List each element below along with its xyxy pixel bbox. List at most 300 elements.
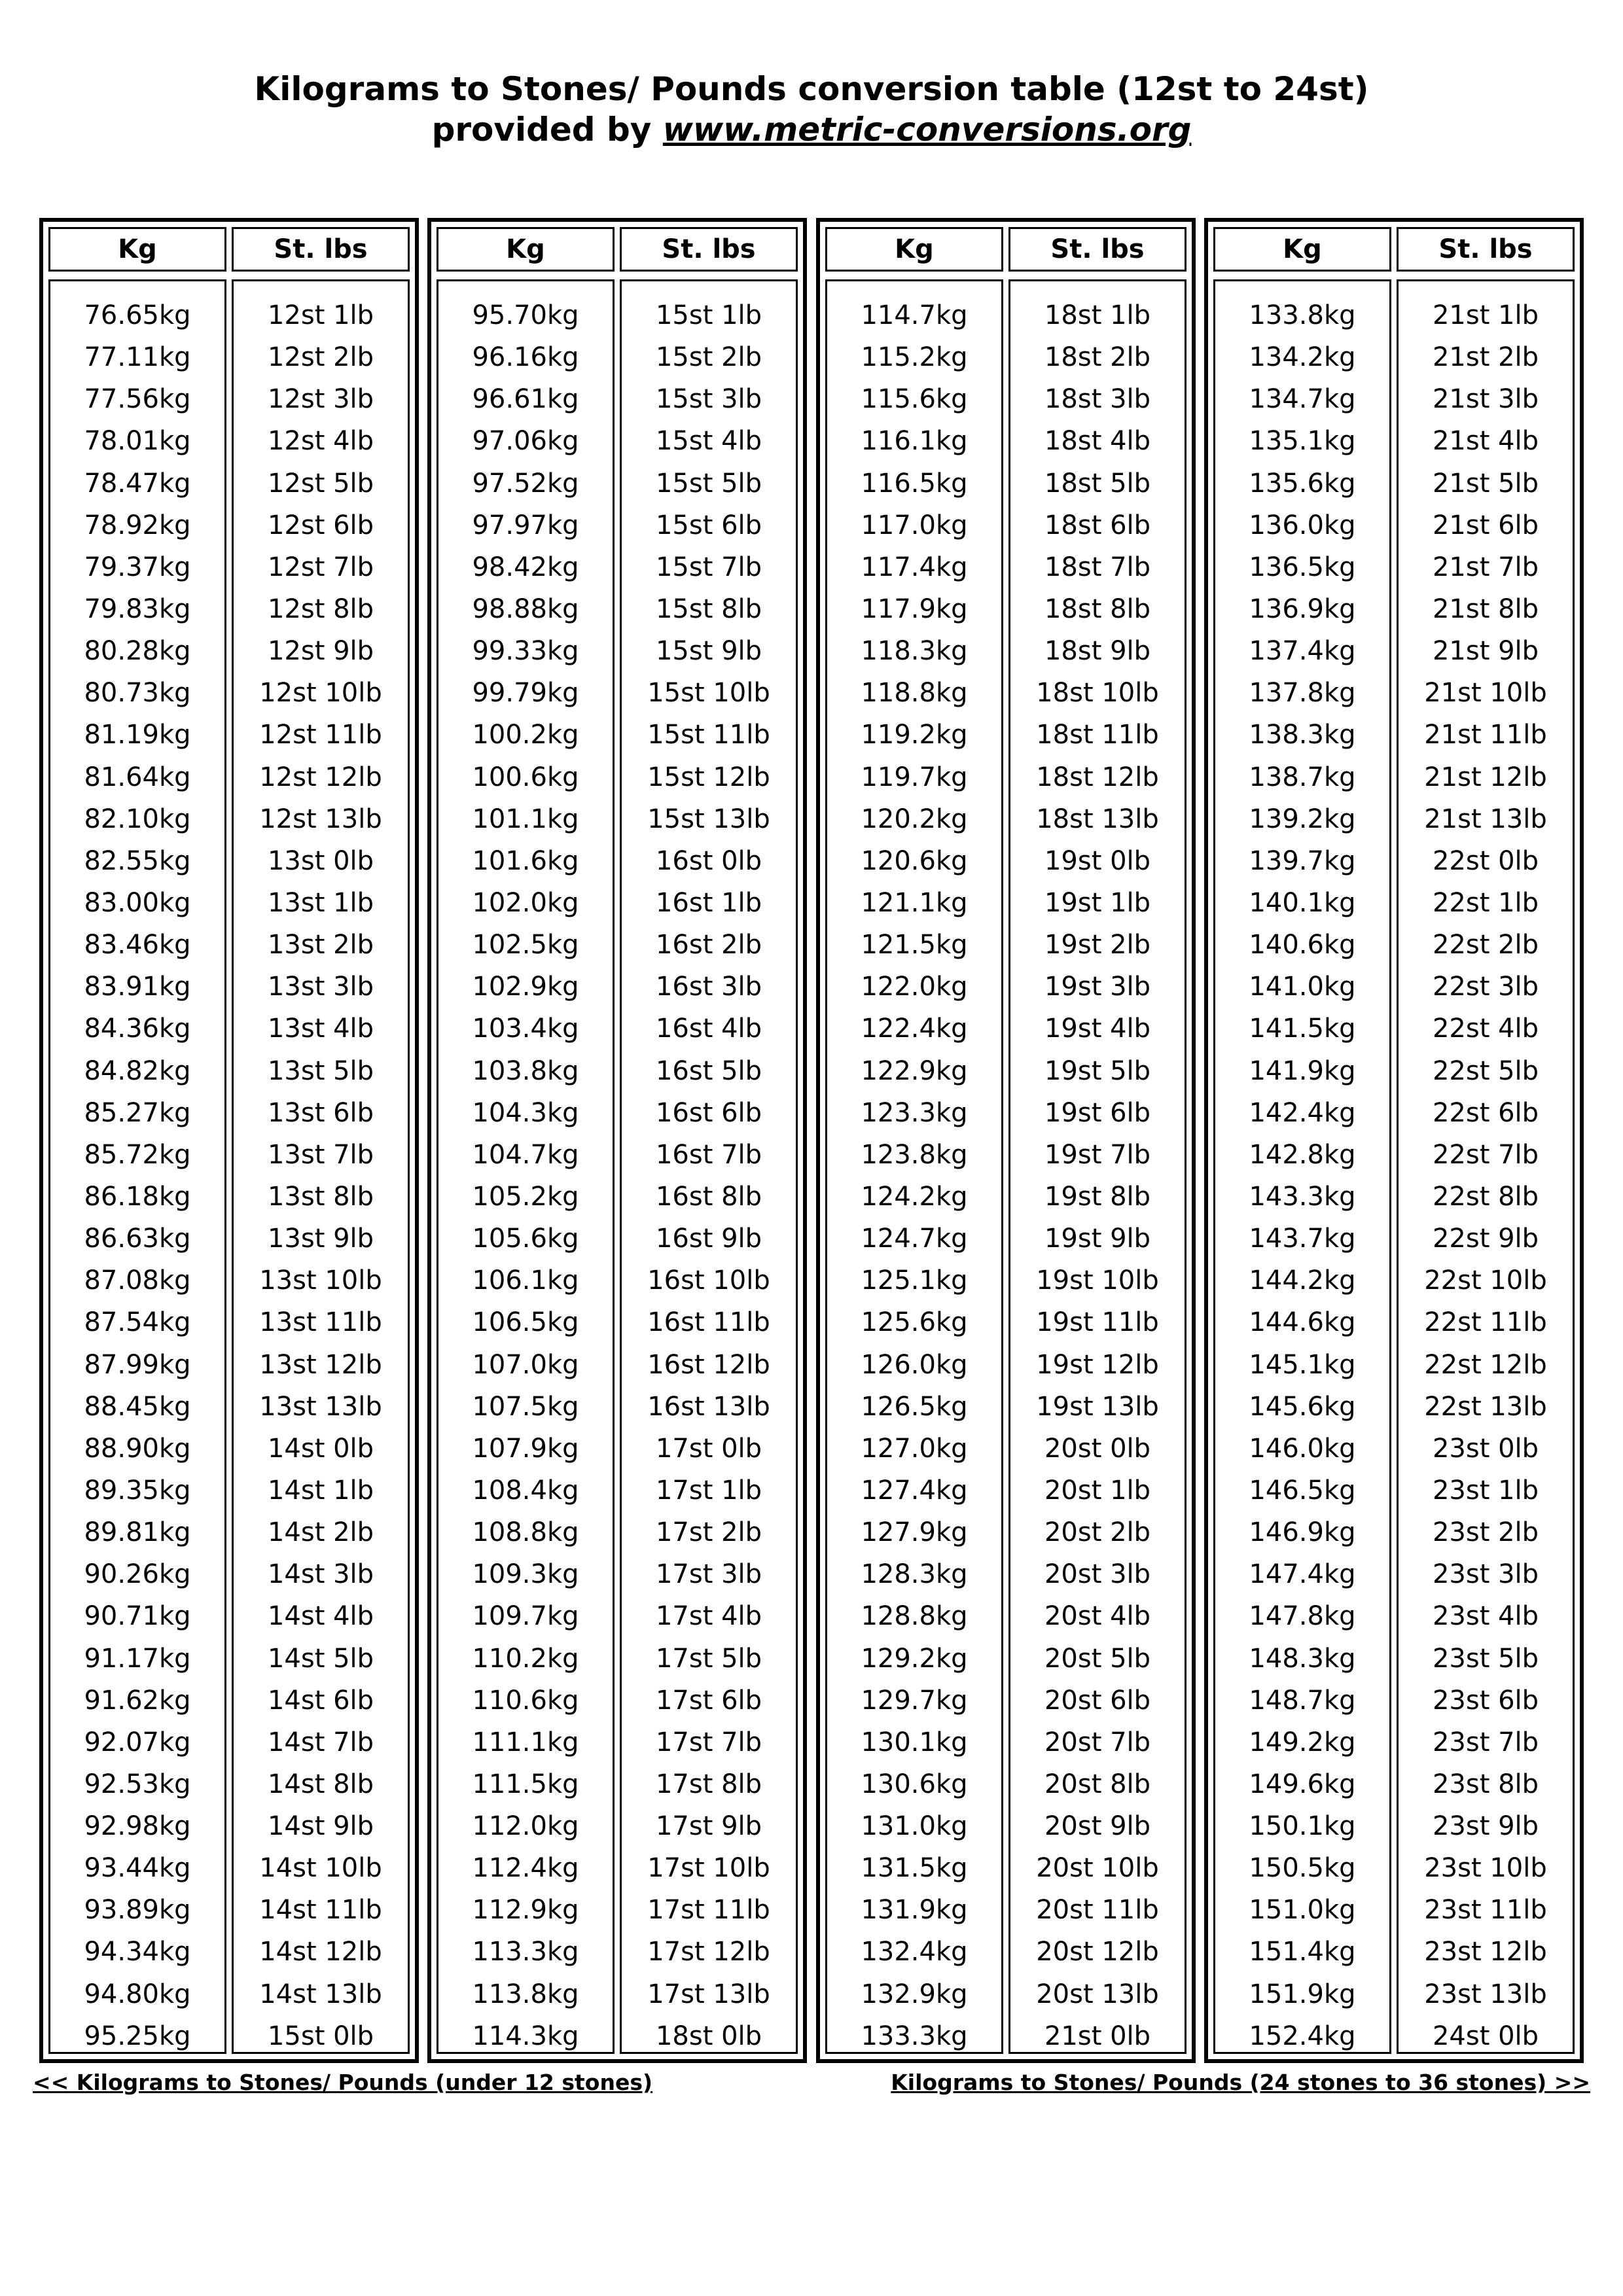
stone-cell: 13st 1lb bbox=[267, 887, 374, 918]
prev-table-link[interactable]: << Kilograms to Stones/ Pounds (under 12 stones) bbox=[33, 2070, 653, 2095]
stone-cell: 20st 0lb bbox=[1044, 1433, 1151, 1464]
stone-cell: 13st 5lb bbox=[267, 1055, 374, 1086]
stone-cell: 17st 1lb bbox=[655, 1475, 762, 1506]
kg-cell: 123.8kg bbox=[861, 1139, 968, 1170]
kg-cell: 130.6kg bbox=[861, 1769, 968, 1799]
kg-cell: 101.6kg bbox=[472, 845, 579, 876]
stone-column-header: St. lbs bbox=[232, 227, 410, 272]
kg-cell: 86.63kg bbox=[84, 1224, 191, 1254]
site-link[interactable]: www.metric-conversions.org bbox=[662, 111, 1192, 149]
kg-cell: 92.98kg bbox=[84, 1811, 191, 1842]
stone-cell: 13st 6lb bbox=[267, 1097, 374, 1128]
kg-cell: 99.33kg bbox=[472, 636, 579, 667]
stone-cell: 17st 5lb bbox=[655, 1643, 762, 1674]
stone-cell: 17st 2lb bbox=[655, 1517, 762, 1548]
stone-cell: 19st 3lb bbox=[1044, 972, 1151, 1002]
kg-cell: 76.65kg bbox=[84, 300, 191, 330]
kg-cell: 95.25kg bbox=[84, 2021, 191, 2051]
stone-cell: 20st 5lb bbox=[1044, 1643, 1151, 1674]
kg-column-header: Kg bbox=[48, 227, 226, 272]
table-panel-1 bbox=[39, 218, 419, 2063]
kg-cell: 111.1kg bbox=[472, 1727, 579, 1757]
kg-cell: 101.1kg bbox=[472, 804, 579, 834]
kg-cell: 138.7kg bbox=[1249, 762, 1356, 792]
kg-cell: 85.72kg bbox=[84, 1139, 191, 1170]
kg-cell: 113.3kg bbox=[472, 1937, 579, 1968]
kg-cell: 89.81kg bbox=[84, 1517, 191, 1548]
stone-cell: 14st 3lb bbox=[267, 1559, 374, 1590]
stone-cell: 17st 11lb bbox=[647, 1895, 770, 1926]
stone-cell: 23st 8lb bbox=[1432, 1769, 1539, 1799]
kg-cell: 123.3kg bbox=[861, 1097, 968, 1128]
kg-cell: 117.9kg bbox=[861, 593, 968, 624]
kg-cell: 134.7kg bbox=[1249, 384, 1356, 415]
kg-cell: 122.4kg bbox=[861, 1014, 968, 1044]
stone-cell: 22st 3lb bbox=[1432, 972, 1539, 1002]
stone-cell: 13st 10lb bbox=[259, 1265, 382, 1296]
kg-cell: 141.9kg bbox=[1249, 1055, 1356, 1086]
kg-cell: 105.2kg bbox=[472, 1181, 579, 1212]
kg-cell: 152.4kg bbox=[1249, 2021, 1356, 2051]
stone-cell: 14st 1lb bbox=[267, 1475, 374, 1506]
kg-cell: 142.4kg bbox=[1249, 1097, 1356, 1128]
stone-cell: 12st 13lb bbox=[259, 804, 382, 834]
stone-column bbox=[1008, 279, 1186, 2054]
kg-cell: 150.5kg bbox=[1249, 1853, 1356, 1884]
stone-cell: 23st 7lb bbox=[1432, 1727, 1539, 1757]
stone-cell: 12st 6lb bbox=[267, 510, 374, 540]
kg-cell: 149.6kg bbox=[1249, 1769, 1356, 1799]
kg-cell: 115.6kg bbox=[861, 384, 968, 415]
stone-cell: 22st 10lb bbox=[1424, 1265, 1547, 1296]
stone-cell: 18st 4lb bbox=[1044, 426, 1151, 457]
stone-cell: 21st 13lb bbox=[1424, 804, 1547, 834]
kg-cell: 89.35kg bbox=[84, 1475, 191, 1506]
kg-cell: 135.1kg bbox=[1249, 426, 1356, 457]
stone-cell: 19st 7lb bbox=[1044, 1139, 1151, 1170]
stone-cell: 23st 13lb bbox=[1424, 1979, 1547, 2009]
stone-cell: 15st 4lb bbox=[655, 426, 762, 457]
kg-cell: 133.3kg bbox=[861, 2021, 968, 2051]
stone-cell: 20st 2lb bbox=[1044, 1517, 1151, 1548]
stone-cell: 12st 9lb bbox=[267, 636, 374, 667]
stone-cell: 16st 8lb bbox=[655, 1181, 762, 1212]
kg-cell: 144.6kg bbox=[1249, 1307, 1356, 1338]
provided-by-text: provided by bbox=[431, 111, 663, 149]
kg-cell: 129.7kg bbox=[861, 1685, 968, 1716]
kg-cell: 115.2kg bbox=[861, 342, 968, 373]
stone-column-header: St. lbs bbox=[620, 227, 798, 272]
stone-cell: 23st 4lb bbox=[1432, 1601, 1539, 1632]
stone-cell: 22st 6lb bbox=[1432, 1097, 1539, 1128]
stone-cell: 21st 4lb bbox=[1432, 426, 1539, 457]
kg-cell: 127.9kg bbox=[861, 1517, 968, 1548]
kg-cell: 114.7kg bbox=[861, 300, 968, 330]
kg-cell: 106.1kg bbox=[472, 1265, 579, 1296]
kg-cell: 146.0kg bbox=[1249, 1433, 1356, 1464]
stone-cell: 22st 2lb bbox=[1432, 930, 1539, 961]
stone-cell: 15st 8lb bbox=[655, 593, 762, 624]
stone-cell: 20st 4lb bbox=[1044, 1601, 1151, 1632]
stone-cell: 16st 9lb bbox=[655, 1224, 762, 1254]
stone-cell: 23st 5lb bbox=[1432, 1643, 1539, 1674]
stone-cell: 14st 7lb bbox=[267, 1727, 374, 1757]
stone-cell: 12st 11lb bbox=[259, 720, 382, 751]
table-panel-2 bbox=[427, 218, 807, 2063]
stone-cell: 13st 4lb bbox=[267, 1014, 374, 1044]
stone-cell: 23st 11lb bbox=[1424, 1895, 1547, 1926]
stone-cell: 20st 11lb bbox=[1036, 1895, 1159, 1926]
kg-cell: 131.0kg bbox=[861, 1811, 968, 1842]
kg-cell: 112.4kg bbox=[472, 1853, 579, 1884]
stone-cell: 14st 4lb bbox=[267, 1601, 374, 1632]
title-line-2 bbox=[0, 109, 1623, 150]
kg-cell: 108.8kg bbox=[472, 1517, 579, 1548]
stone-cell: 19st 13lb bbox=[1036, 1391, 1159, 1422]
stone-cell: 16st 1lb bbox=[655, 887, 762, 918]
stone-column bbox=[232, 279, 410, 2054]
stone-cell: 22st 12lb bbox=[1424, 1349, 1547, 1380]
stone-cell: 22st 5lb bbox=[1432, 1055, 1539, 1086]
stone-cell: 16st 5lb bbox=[655, 1055, 762, 1086]
kg-cell: 83.91kg bbox=[84, 972, 191, 1002]
stone-cell: 23st 10lb bbox=[1424, 1853, 1547, 1884]
stone-cell: 14st 11lb bbox=[259, 1895, 382, 1926]
kg-cell: 140.1kg bbox=[1249, 887, 1356, 918]
stone-cell: 14st 12lb bbox=[259, 1937, 382, 1968]
stone-cell: 19st 10lb bbox=[1036, 1265, 1159, 1296]
stone-cell: 17st 4lb bbox=[655, 1601, 762, 1632]
kg-cell: 77.11kg bbox=[84, 342, 191, 373]
stone-column bbox=[620, 279, 798, 2054]
stone-cell: 16st 11lb bbox=[647, 1307, 770, 1338]
stone-cell: 16st 7lb bbox=[655, 1139, 762, 1170]
kg-cell: 79.83kg bbox=[84, 593, 191, 624]
stone-cell: 19st 6lb bbox=[1044, 1097, 1151, 1128]
kg-cell: 143.3kg bbox=[1249, 1181, 1356, 1212]
stone-cell: 23st 1lb bbox=[1432, 1475, 1539, 1506]
kg-cell: 145.1kg bbox=[1249, 1349, 1356, 1380]
stone-cell: 20st 6lb bbox=[1044, 1685, 1151, 1716]
kg-cell: 133.8kg bbox=[1249, 300, 1356, 330]
kg-cell: 121.1kg bbox=[861, 887, 968, 918]
kg-cell: 130.1kg bbox=[861, 1727, 968, 1757]
stone-cell: 12st 8lb bbox=[267, 593, 374, 624]
stone-cell: 16st 13lb bbox=[647, 1391, 770, 1422]
stone-cell: 15st 11lb bbox=[647, 720, 770, 751]
table-panel-4 bbox=[1204, 218, 1584, 2063]
stone-cell: 18st 3lb bbox=[1044, 384, 1151, 415]
kg-column bbox=[437, 279, 615, 2054]
kg-cell: 88.90kg bbox=[84, 1433, 191, 1464]
stone-column bbox=[1397, 279, 1575, 2054]
kg-cell: 105.6kg bbox=[472, 1224, 579, 1254]
stone-cell: 23st 0lb bbox=[1432, 1433, 1539, 1464]
stone-cell: 23st 9lb bbox=[1432, 1811, 1539, 1842]
kg-cell: 149.2kg bbox=[1249, 1727, 1356, 1757]
stone-cell: 18st 13lb bbox=[1036, 804, 1159, 834]
kg-cell: 151.0kg bbox=[1249, 1895, 1356, 1926]
stone-cell: 16st 2lb bbox=[655, 930, 762, 961]
kg-cell: 82.55kg bbox=[84, 845, 191, 876]
kg-cell: 140.6kg bbox=[1249, 930, 1356, 961]
kg-cell: 96.61kg bbox=[472, 384, 579, 415]
stone-cell: 15st 12lb bbox=[647, 762, 770, 792]
kg-cell: 102.0kg bbox=[472, 887, 579, 918]
kg-cell: 110.6kg bbox=[472, 1685, 579, 1716]
kg-cell: 81.19kg bbox=[84, 720, 191, 751]
kg-column-header: Kg bbox=[437, 227, 615, 272]
kg-cell: 81.64kg bbox=[84, 762, 191, 792]
kg-cell: 131.5kg bbox=[861, 1853, 968, 1884]
stone-cell: 21st 1lb bbox=[1432, 300, 1539, 330]
kg-cell: 127.4kg bbox=[861, 1475, 968, 1506]
stone-cell: 13st 9lb bbox=[267, 1224, 374, 1254]
kg-cell: 87.99kg bbox=[84, 1349, 191, 1380]
table-panel-3 bbox=[816, 218, 1196, 2063]
kg-cell: 109.7kg bbox=[472, 1601, 579, 1632]
stone-cell: 16st 10lb bbox=[647, 1265, 770, 1296]
kg-cell: 103.8kg bbox=[472, 1055, 579, 1086]
stone-cell: 18st 12lb bbox=[1036, 762, 1159, 792]
stone-cell: 22st 1lb bbox=[1432, 887, 1539, 918]
kg-cell: 136.5kg bbox=[1249, 552, 1356, 582]
stone-cell: 21st 11lb bbox=[1424, 720, 1547, 751]
stone-cell: 23st 12lb bbox=[1424, 1937, 1547, 1968]
stone-cell: 15st 1lb bbox=[655, 300, 762, 330]
stone-cell: 15st 0lb bbox=[267, 2021, 374, 2051]
kg-column-header: Kg bbox=[1213, 227, 1391, 272]
kg-cell: 107.5kg bbox=[472, 1391, 579, 1422]
kg-cell: 138.3kg bbox=[1249, 720, 1356, 751]
kg-cell: 127.0kg bbox=[861, 1433, 968, 1464]
stone-cell: 22st 4lb bbox=[1432, 1014, 1539, 1044]
stone-cell: 20st 9lb bbox=[1044, 1811, 1151, 1842]
stone-cell: 20st 13lb bbox=[1036, 1979, 1159, 2009]
stone-cell: 19st 4lb bbox=[1044, 1014, 1151, 1044]
kg-cell: 96.16kg bbox=[472, 342, 579, 373]
kg-cell: 141.0kg bbox=[1249, 972, 1356, 1002]
stone-cell: 19st 2lb bbox=[1044, 930, 1151, 961]
kg-cell: 151.9kg bbox=[1249, 1979, 1356, 2009]
kg-cell: 110.2kg bbox=[472, 1643, 579, 1674]
stone-cell: 19st 5lb bbox=[1044, 1055, 1151, 1086]
kg-cell: 88.45kg bbox=[84, 1391, 191, 1422]
stone-cell: 21st 9lb bbox=[1432, 636, 1539, 667]
kg-cell: 117.0kg bbox=[861, 510, 968, 540]
kg-cell: 114.3kg bbox=[472, 2021, 579, 2051]
kg-cell: 132.4kg bbox=[861, 1937, 968, 1968]
stone-cell: 17st 8lb bbox=[655, 1769, 762, 1799]
stone-cell: 14st 13lb bbox=[259, 1979, 382, 2009]
kg-cell: 118.8kg bbox=[861, 678, 968, 709]
kg-cell: 112.9kg bbox=[472, 1895, 579, 1926]
kg-cell: 90.71kg bbox=[84, 1601, 191, 1632]
kg-cell: 136.9kg bbox=[1249, 593, 1356, 624]
stone-cell: 15st 3lb bbox=[655, 384, 762, 415]
stone-cell: 23st 6lb bbox=[1432, 1685, 1539, 1716]
stone-cell: 14st 5lb bbox=[267, 1643, 374, 1674]
stone-cell: 18st 9lb bbox=[1044, 636, 1151, 667]
stone-cell: 20st 12lb bbox=[1036, 1937, 1159, 1968]
stone-cell: 14st 10lb bbox=[259, 1853, 382, 1884]
stone-cell: 14st 9lb bbox=[267, 1811, 374, 1842]
kg-cell: 128.8kg bbox=[861, 1601, 968, 1632]
kg-column bbox=[48, 279, 226, 2054]
kg-cell: 117.4kg bbox=[861, 552, 968, 582]
stone-cell: 17st 9lb bbox=[655, 1811, 762, 1842]
stone-cell: 18st 5lb bbox=[1044, 468, 1151, 499]
stone-cell: 18st 11lb bbox=[1036, 720, 1159, 751]
page-title bbox=[0, 69, 1623, 150]
kg-cell: 100.6kg bbox=[472, 762, 579, 792]
kg-cell: 139.7kg bbox=[1249, 845, 1356, 876]
kg-cell: 118.3kg bbox=[861, 636, 968, 667]
kg-cell: 97.52kg bbox=[472, 468, 579, 499]
stone-cell: 13st 8lb bbox=[267, 1181, 374, 1212]
kg-cell: 84.36kg bbox=[84, 1014, 191, 1044]
stone-cell: 18st 0lb bbox=[655, 2021, 762, 2051]
stone-cell: 13st 12lb bbox=[259, 1349, 382, 1380]
stone-cell: 21st 10lb bbox=[1424, 678, 1547, 709]
stone-cell: 16st 4lb bbox=[655, 1014, 762, 1044]
stone-cell: 20st 3lb bbox=[1044, 1559, 1151, 1590]
stone-cell: 18st 8lb bbox=[1044, 593, 1151, 624]
stone-cell: 23st 2lb bbox=[1432, 1517, 1539, 1548]
stone-cell: 13st 11lb bbox=[259, 1307, 382, 1338]
kg-cell: 87.54kg bbox=[84, 1307, 191, 1338]
kg-cell: 120.6kg bbox=[861, 845, 968, 876]
stone-cell: 12st 1lb bbox=[267, 300, 374, 330]
kg-cell: 83.00kg bbox=[84, 887, 191, 918]
kg-cell: 102.5kg bbox=[472, 930, 579, 961]
stone-cell: 21st 8lb bbox=[1432, 593, 1539, 624]
kg-cell: 124.7kg bbox=[861, 1224, 968, 1254]
kg-cell: 85.27kg bbox=[84, 1097, 191, 1128]
stone-cell: 16st 6lb bbox=[655, 1097, 762, 1128]
stone-cell: 21st 5lb bbox=[1432, 468, 1539, 499]
title-line-1: Kilograms to Stones/ Pounds conversion table (12st to 24st) bbox=[254, 70, 1369, 108]
stone-cell: 17st 3lb bbox=[655, 1559, 762, 1590]
kg-cell: 80.73kg bbox=[84, 678, 191, 709]
stone-cell: 14st 2lb bbox=[267, 1517, 374, 1548]
kg-cell: 126.5kg bbox=[861, 1391, 968, 1422]
stone-cell: 22st 11lb bbox=[1424, 1307, 1547, 1338]
stone-cell: 16st 0lb bbox=[655, 845, 762, 876]
next-table-link[interactable]: Kilograms to Stones/ Pounds (24 stones to 36 stones) >> bbox=[891, 2070, 1590, 2095]
kg-cell: 109.3kg bbox=[472, 1559, 579, 1590]
stone-cell: 12st 2lb bbox=[267, 342, 374, 373]
stone-cell: 17st 7lb bbox=[655, 1727, 762, 1757]
kg-cell: 151.4kg bbox=[1249, 1937, 1356, 1968]
stone-cell: 15st 2lb bbox=[655, 342, 762, 373]
kg-cell: 124.2kg bbox=[861, 1181, 968, 1212]
stone-cell: 12st 4lb bbox=[267, 426, 374, 457]
stone-cell: 15st 13lb bbox=[647, 804, 770, 834]
kg-column-header: Kg bbox=[825, 227, 1003, 272]
stone-cell: 20st 10lb bbox=[1036, 1853, 1159, 1884]
stone-cell: 14st 6lb bbox=[267, 1685, 374, 1716]
stone-cell: 22st 0lb bbox=[1432, 845, 1539, 876]
stone-cell: 22st 7lb bbox=[1432, 1139, 1539, 1170]
kg-cell: 144.2kg bbox=[1249, 1265, 1356, 1296]
stone-cell: 18st 6lb bbox=[1044, 510, 1151, 540]
stone-cell: 12st 3lb bbox=[267, 384, 374, 415]
kg-cell: 137.8kg bbox=[1249, 678, 1356, 709]
kg-cell: 137.4kg bbox=[1249, 636, 1356, 667]
stone-cell: 17st 13lb bbox=[647, 1979, 770, 2009]
stone-cell: 18st 2lb bbox=[1044, 342, 1151, 373]
kg-cell: 97.06kg bbox=[472, 426, 579, 457]
stone-cell: 18st 10lb bbox=[1036, 678, 1159, 709]
kg-cell: 150.1kg bbox=[1249, 1811, 1356, 1842]
stone-cell: 22st 13lb bbox=[1424, 1391, 1547, 1422]
kg-cell: 107.9kg bbox=[472, 1433, 579, 1464]
kg-cell: 78.47kg bbox=[84, 468, 191, 499]
kg-cell: 91.62kg bbox=[84, 1685, 191, 1716]
kg-cell: 86.18kg bbox=[84, 1181, 191, 1212]
kg-cell: 100.2kg bbox=[472, 720, 579, 751]
kg-cell: 93.44kg bbox=[84, 1853, 191, 1884]
kg-cell: 146.5kg bbox=[1249, 1475, 1356, 1506]
stone-cell: 16st 3lb bbox=[655, 972, 762, 1002]
kg-cell: 142.8kg bbox=[1249, 1139, 1356, 1170]
kg-cell: 82.10kg bbox=[84, 804, 191, 834]
kg-cell: 121.5kg bbox=[861, 930, 968, 961]
stone-cell: 15st 9lb bbox=[655, 636, 762, 667]
stone-cell: 22st 9lb bbox=[1432, 1224, 1539, 1254]
kg-cell: 104.3kg bbox=[472, 1097, 579, 1128]
kg-cell: 125.1kg bbox=[861, 1265, 968, 1296]
kg-cell: 92.07kg bbox=[84, 1727, 191, 1757]
stone-cell: 19st 12lb bbox=[1036, 1349, 1159, 1380]
kg-cell: 95.70kg bbox=[472, 300, 579, 330]
kg-cell: 108.4kg bbox=[472, 1475, 579, 1506]
stone-column-header: St. lbs bbox=[1008, 227, 1186, 272]
kg-cell: 119.2kg bbox=[861, 720, 968, 751]
kg-cell: 78.01kg bbox=[84, 426, 191, 457]
stone-cell: 12st 5lb bbox=[267, 468, 374, 499]
kg-cell: 80.28kg bbox=[84, 636, 191, 667]
stone-cell: 24st 0lb bbox=[1432, 2021, 1539, 2051]
kg-cell: 119.7kg bbox=[861, 762, 968, 792]
stone-cell: 15st 7lb bbox=[655, 552, 762, 582]
stone-cell: 18st 7lb bbox=[1044, 552, 1151, 582]
stone-cell: 18st 1lb bbox=[1044, 300, 1151, 330]
stone-cell: 14st 8lb bbox=[267, 1769, 374, 1799]
stone-cell: 20st 1lb bbox=[1044, 1475, 1151, 1506]
stone-column-header: St. lbs bbox=[1397, 227, 1575, 272]
stone-cell: 15st 5lb bbox=[655, 468, 762, 499]
kg-cell: 147.4kg bbox=[1249, 1559, 1356, 1590]
stone-cell: 19st 8lb bbox=[1044, 1181, 1151, 1212]
kg-cell: 103.4kg bbox=[472, 1014, 579, 1044]
kg-cell: 125.6kg bbox=[861, 1307, 968, 1338]
stone-cell: 21st 3lb bbox=[1432, 384, 1539, 415]
stone-cell: 17st 10lb bbox=[647, 1853, 770, 1884]
stone-cell: 17st 6lb bbox=[655, 1685, 762, 1716]
stone-cell: 12st 10lb bbox=[259, 678, 382, 709]
kg-cell: 148.3kg bbox=[1249, 1643, 1356, 1674]
kg-cell: 113.8kg bbox=[472, 1979, 579, 2009]
stone-cell: 13st 7lb bbox=[267, 1139, 374, 1170]
stone-cell: 21st 6lb bbox=[1432, 510, 1539, 540]
kg-column bbox=[825, 279, 1003, 2054]
kg-cell: 83.46kg bbox=[84, 930, 191, 961]
kg-cell: 93.89kg bbox=[84, 1895, 191, 1926]
kg-cell: 94.80kg bbox=[84, 1979, 191, 2009]
stone-cell: 23st 3lb bbox=[1432, 1559, 1539, 1590]
